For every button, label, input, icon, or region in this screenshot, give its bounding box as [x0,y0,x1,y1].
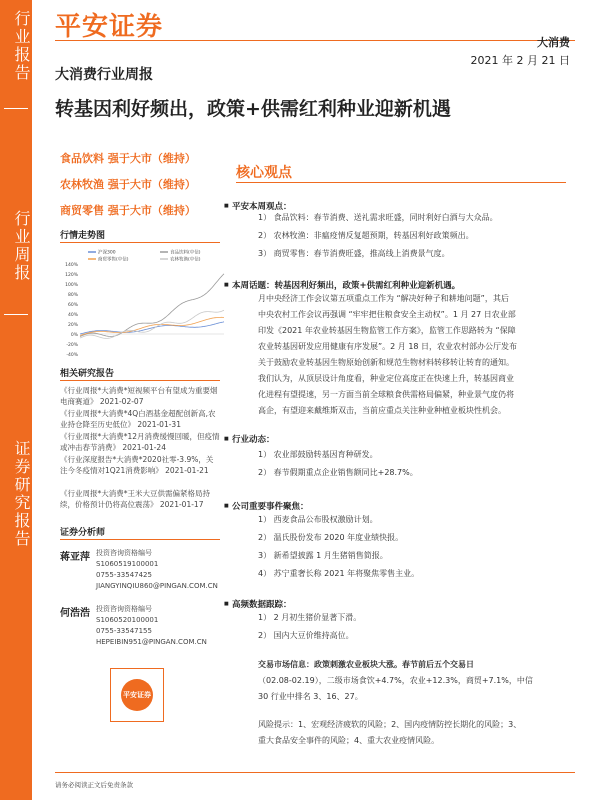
report-date: 2021 年 2 月 21 日 [470,54,570,67]
section-divider [60,539,220,540]
risk-line: 风险提示：1、宏观经济疲软的风险；2、国内疫情防控长期化的风险；3、 [258,720,522,729]
analyst-name: 蒋亚萍 [60,552,90,563]
qr-logo: 平安证券 [121,679,153,711]
legend-label: 沪深300 [98,250,116,256]
band-section-report: 行业报告 [12,10,31,82]
left-band [0,0,32,800]
topic-line: 我们认为，从顶层设计角度看，种业定位高度正在快速上升，转基因商业 [258,374,514,383]
company-logo: 平安证券 [55,12,164,42]
series-line [80,322,224,334]
qr-code [110,668,164,722]
footer-divider [55,772,575,773]
band-divider [4,314,28,315]
company-events-heading: ■ 公司重要事件聚焦： [232,500,309,512]
legend-label: 商贸零售(中信) [98,257,129,263]
header-divider [55,40,575,41]
topic-line: 农业转基因研发应用健康有序发展”。2 月 18 日，农业农村部办公厅发布 [258,342,518,351]
company-item: 2） 温氏股份发布 2020 年度业绩快报。 [258,533,404,542]
analyst-license-number: S1060520100001 [96,616,159,624]
y-tick-label: 60% [67,303,78,308]
y-tick-label: 0% [70,333,78,338]
view-item: 2） 农林牧渔：非瘟疫情反复超预期，转基因利好政策频出。 [258,231,474,240]
analyst-name: 何浩浩 [60,608,90,619]
trend-chart-svg [58,248,228,358]
rating-food-beverage: 食品饮料 强于大市（维持） [60,152,196,165]
company-item: 4） 苏宁重奢长称 2021 年将聚焦零售主业。 [258,569,420,578]
analyst-email[interactable]: HEPEIBIN951@PINGAN.COM.CN [96,638,207,646]
disclaimer-note: 请务必阅读正文后免责条款 [55,781,133,789]
legend-label: 食品饮料(中信) [170,250,201,256]
report-type: 大消费行业周报 [55,67,153,83]
related-report-item[interactable]: 《行业深度报告*大消费*2020社零-3.9%，关注今冬疫情对1Q21消费影响》 2021-01-21 [60,455,214,475]
topic-line: 高企，有望迎来戴维斯双击，当前应重点关注种业种植业板块性机会。 [258,406,506,415]
y-tick-label: 20% [67,323,78,328]
hf-item: 1） 2 月初生猪价显著下滑。 [258,613,362,622]
section-divider [60,242,220,243]
market-info-paragraph [258,657,558,705]
risk-paragraph [258,717,558,749]
y-tick-label: -40% [66,353,78,358]
related-report-item[interactable]: 《行业周报*大消费*12月消费缓慢回暖，但疫情或冲击春节消费》 2021-01-24 [60,432,220,452]
related-report-item[interactable]: 《行业周报*大消费*4Q白酒基金超配创新高,农业持仓降至历史低位》 2021-01-31 [60,409,216,429]
hf-data-heading: ■ 高频数据跟踪： [232,598,292,610]
section-divider [60,380,220,381]
y-tick-label: -20% [66,343,78,348]
topic-line: 化进程有望提速，另一方面当前全球粮食供需格局偏紧，种业景气度仍将 [258,390,514,399]
analyst-license-label: 投资咨询资格编号 [96,605,152,613]
weekly-view-heading: ■ 平安本周观点： [232,200,292,212]
band-divider [4,108,28,109]
related-report-item[interactable]: 《行业周报*大消费*王米大豆供需偏紧格局持续，价格预计仍将高位震荡》 2021-01-17 [60,489,210,509]
sector-tag: 大消费 [537,36,570,49]
y-tick-label: 40% [67,313,78,318]
analyst-license-label: 投资咨询资格编号 [96,549,152,557]
section-divider [236,182,566,183]
analysts-title: 证券分析师 [60,528,106,538]
related-report-item[interactable]: 《行业周报*大消费*短视频平台有望成为重要烟电商赛道》 2021-02-07 [60,386,218,406]
rating-retail: 商贸零售 强于大市（维持） [60,204,196,217]
industry-item: 1） 农业部鼓励转基因育种研发。 [258,450,378,459]
band-section-research: 证券研究报告 [12,440,31,548]
company-item: 3） 新希望披露 1 月生猪销售简报。 [258,551,388,560]
industry-news-heading: ■ 行业动态： [232,433,275,445]
y-tick-label: 120% [65,273,78,278]
analyst-phone: 0755-33547425 [96,571,152,579]
topic-line: 印发《2021 年农业转基因生物监管工作方案》，监管工作思路转为 “保障 [258,326,516,335]
topic-line: 关于鼓励农业转基因生物原始创新和规范生物材料转移转让转育的通知。 [258,358,514,367]
topic-heading: ■ 本周话题：转基因利好频出，政策+供需红利种业迎新机遇。 [232,279,460,291]
y-tick-label: 100% [65,283,78,288]
hf-item: 2） 国内大豆价维持高位。 [258,631,354,640]
company-item: 1） 西麦食品公布股权激励计划。 [258,515,378,524]
legend-label: 农林牧渔(中信) [170,257,201,263]
view-item: 1） 食品饮料：春节消费、送礼需求旺盛，同时利好白酒与大众品。 [258,213,498,222]
band-section-weekly: 行业周报 [12,210,31,282]
y-tick-label: 140% [65,263,78,268]
topic-line: 月中央经济工作会议第五项重点工作为 “解决好种子和耕地问题”，其后 [258,294,509,303]
analyst-phone: 0755-33547155 [96,627,152,635]
trend-chart [58,248,228,358]
topic-paragraph [258,291,558,419]
industry-item: 2） 春节假期重点企业销售额同比+28.7%。 [258,468,418,477]
market-line: （02.08-02.19），二级市场食饮+4.7%，农业+12.3%，商贸+7.1%，中信 [258,676,533,685]
rating-agriculture: 农林牧渔 强于大市（维持） [60,178,196,191]
y-tick-label: 80% [67,293,78,298]
analyst-license-number: S1060519100001 [96,560,159,568]
market-line: 30 行业中排名 3、16、27。 [258,692,363,701]
analyst-info [96,604,226,648]
trend-chart-title: 行情走势图 [60,231,106,241]
topic-line: 中央农村工作会议再强调 “牢牢把住粮食安全主动权”。1 月 27 日农业部 [258,310,516,319]
market-line: 交易市场信息：政策刺激农业板块大涨。春节前后五个交易日 [258,660,474,669]
related-reports-title: 相关研究报告 [60,369,115,379]
view-item: 3） 商贸零售：春节消费旺盛，推高线上消费景气度。 [258,249,450,258]
page-title: 转基因利好频出，政策+供需红利种业迎新机遇 [55,98,451,120]
risk-line: 重大食品安全事件的风险；4、重大农业疫情风险。 [258,736,440,745]
core-views-title: 核心观点 [236,165,292,181]
analyst-info [96,548,226,592]
analyst-email[interactable]: JIANGYINQIU860@PINGAN.COM.CN [96,582,218,590]
